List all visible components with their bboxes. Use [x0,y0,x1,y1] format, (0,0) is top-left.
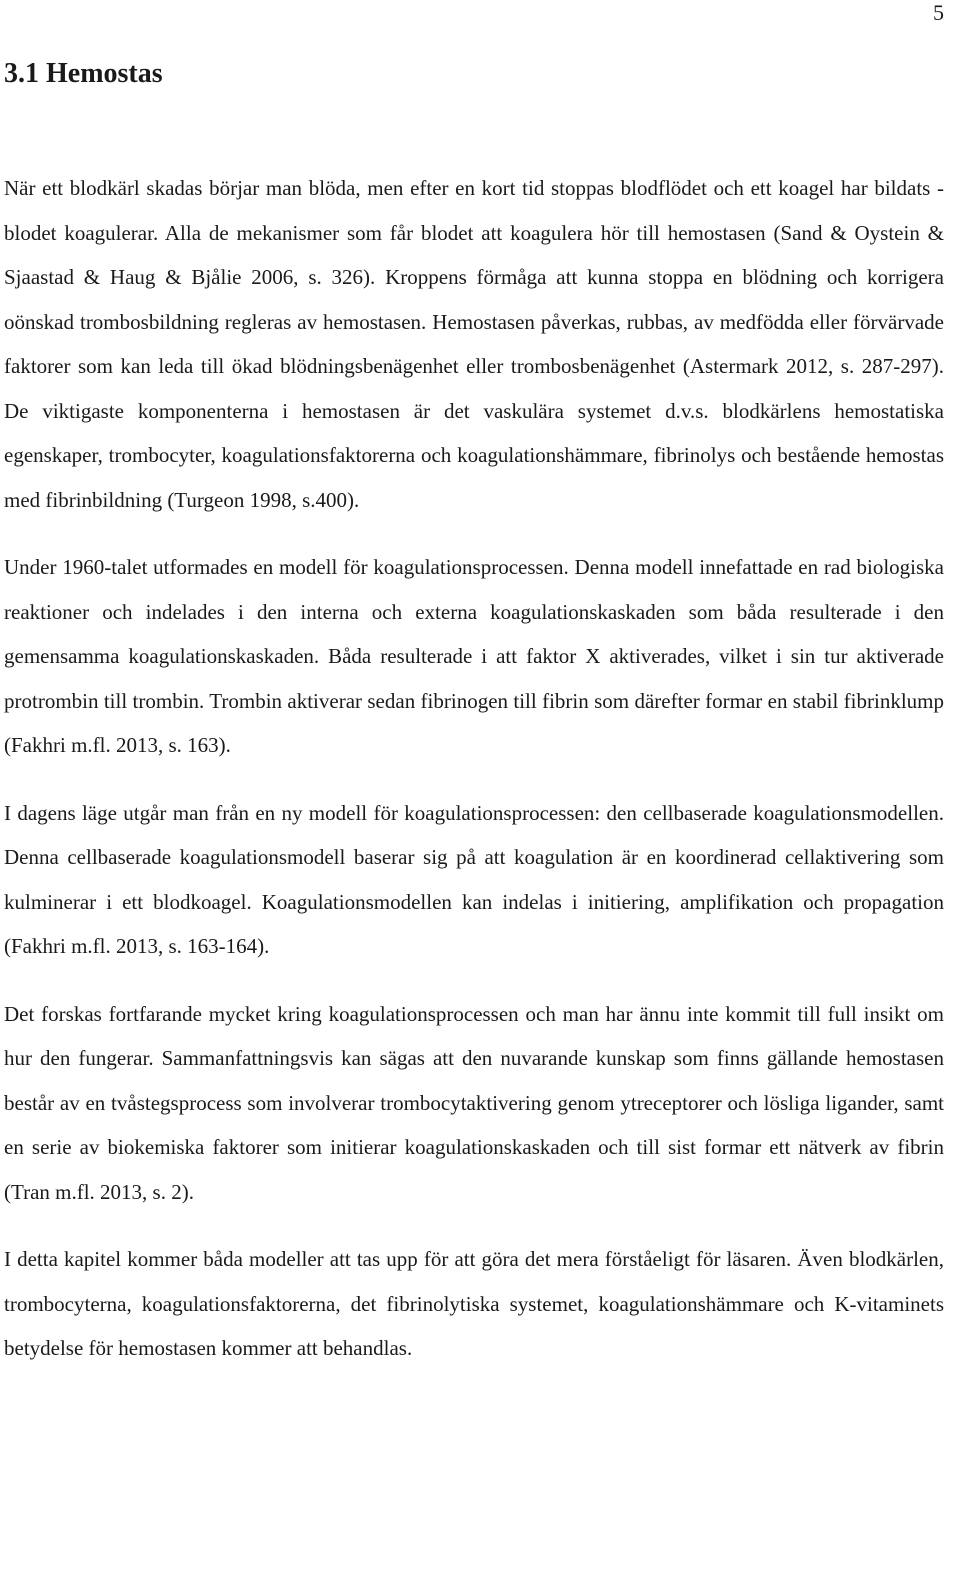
body-text [4,166,944,1371]
page-number: 5 [933,0,944,25]
paragraph-hemostas-intro: När ett blodkärl skadas börjar man blöda, men efter en kort tid stoppas blodflödet och ett koagel har bildats -blodet koagulerar. Alla de mekanismer som får blodet att koagulera hör till hemostasen (Sand & Oystein & Sjaastad & Haug & Bjålie 2006, s. 326). Kroppens förmåga att kunna stoppa en blödning och korrigera oönskad trombosbildning regleras av hemostasen. Hemostasen påverkas, rubbas, av medfödda eller förvärvade faktorer som kan leda till ökad blödningsbenägenhet eller trombosbenägenhet (Astermark 2012, s. 287-297). De viktigaste komponenterna i hemostasen är det vaskulära systemet d.v.s. blodkärlens hemostatiska egenskaper, trombocyter, koagulationsfaktorerna och koagulationshämmare, fibrinolys och bestående hemostas med fibrinbildning (Turgeon 1998, s.400). [4,176,944,512]
paragraph-coagulation-cascade: Under 1960-talet utformades en modell för koagulationsprocessen. Denna modell innefattade en rad biologiska reaktioner och indelades i den interna och externa koagulationskaskaden som båda resulterade i den gemensamma koagulationskaskaden. Båda resulterade i att faktor X aktiverades, vilket i sin tur aktiverade protrombin till trombin. Trombin aktiverar sedan fibrinogen till fibrin som därefter formar en stabil fibrinklump (Fakhri m.fl. 2013, s. 163). [4,555,944,757]
paragraph-cell-based-model: I dagens läge utgår man från en ny modell för koagulationsprocessen: den cellbaserade koagulationsmodellen. Denna cellbaserade koagulationsmodell baserar sig på att koagulation är en koordinerad cellaktivering som kulminerar i ett blodkoagel. Koagulationsmodellen kan indelas i initiering, amplifikation och propagation (Fakhri m.fl. 2013, s. 163-164). [4,800,944,958]
paragraph-chapter-outline: I detta kapitel kommer båda modeller att tas upp för att göra det mera förståeligt för läsaren. Även blodkärlen, trombocyterna, koagulationsfaktorerna, det fibrinolytiska systemet, koagulationshämmare och K-vitaminets betydelse för hemostasen kommer att behandlas. [4,1247,944,1360]
section-heading: 3.1 Hemostas [4,58,163,89]
paragraph-current-research: Det forskas fortfarande mycket kring koagulationsprocessen och man har ännu inte kommit till full insikt om hur den fungerar. Sammanfattningsvis kan sägas att den nuvarande kunskap som finns gällande hemostasen består av en tvåstegsprocess som involverar trombocytaktivering genom ytreceptorer och lösliga ligander, samt en serie av biokemiska faktorer som initierar koagulationskaskaden och till sist formar ett nätverk av fibrin (Tran m.fl. 2013, s. 2). [4,1001,944,1204]
